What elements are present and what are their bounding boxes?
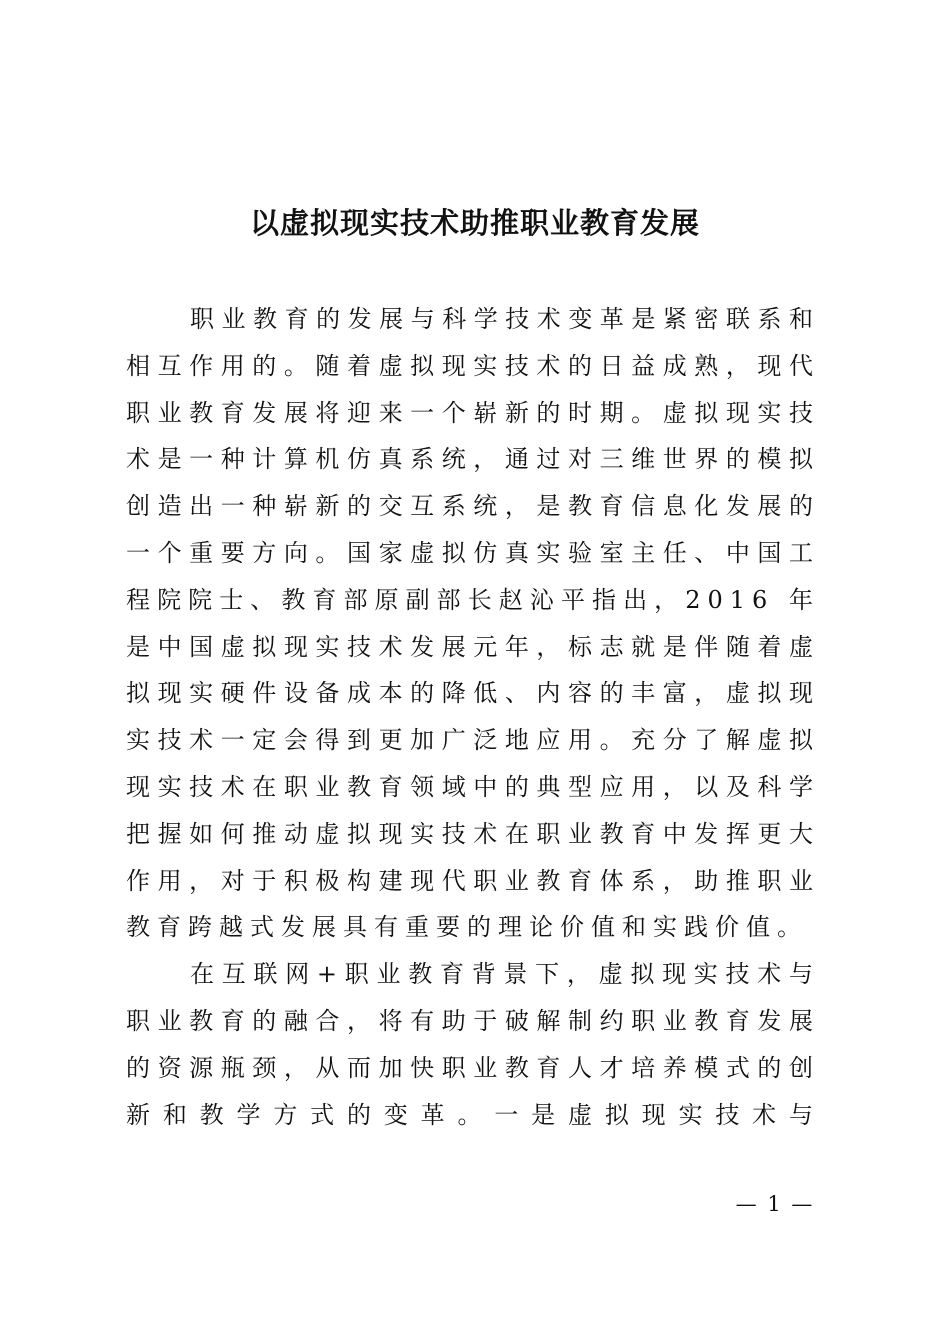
document-title: 以虚拟现实技术助推职业教育发展 <box>249 206 700 240</box>
paragraph-1: 职业教育的发展与科学技术变革是紧密联系和相互作用的。随着虚拟现实技术的日益成熟，现代职业教育发展将迎来一个崭新的时期。虚拟现实技术是一种计算机仿真系统，通过对三维世界的模拟创造出一种崭新的交互系统，是教育信息化发展的一个重要方向。国家虚拟仿真实验室主任、中国工程院院士、教育部原副部长赵沁平指出，2016 年是中国虚拟现实技术发展元年，标志就是伴随着虚拟现实硬件设备成本的降低、内容的丰富，虚拟现实技术一定会得到更加广泛地应用。充分了解虚拟现实技术在职业教育领域中的典型应用，以及科学把握如何推动虚拟现实技术在职业教育中发挥更大作用，对于积极构建现代职业教育体系，助推职业教育跨越式发展具有重要的理论价值和实践价值。 <box>126 305 820 942</box>
document-body <box>126 296 820 1138</box>
page-number: — 1 — <box>735 1192 815 1216</box>
paragraph-2: 在互联网+职业教育背景下，虚拟现实技术与职业教育的融合，将有助于破解制约职业教育发展的资源瓶颈，从而加快职业教育人才培养模式的创新和教学方式的变革。一是虚拟现实技术与 <box>126 960 820 1129</box>
